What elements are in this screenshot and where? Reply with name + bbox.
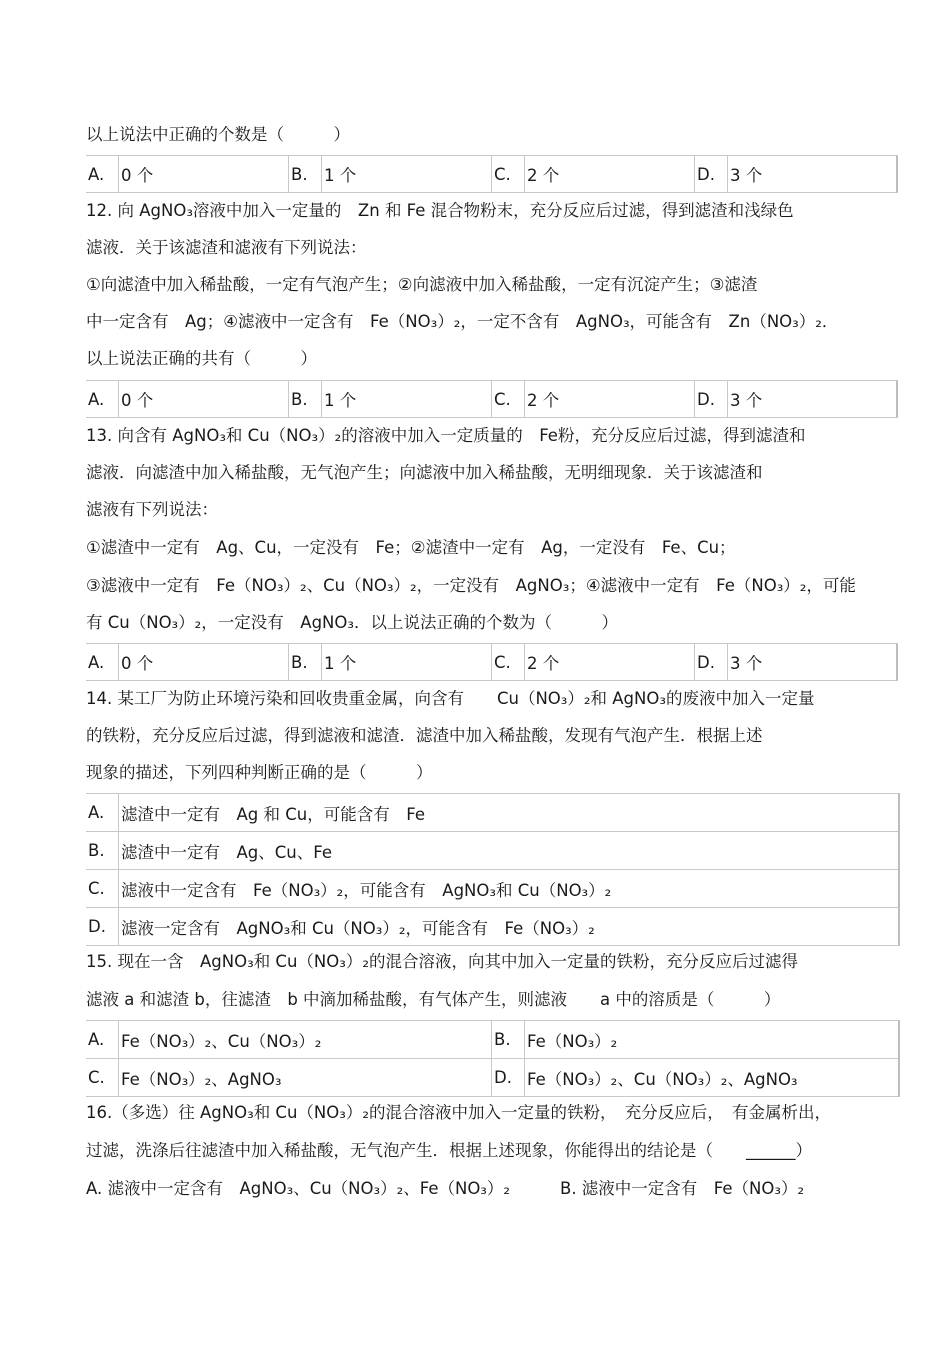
q15-options-table <box>86 1020 900 1097</box>
q16-option-b[interactable]: B. 滤液中一定含有 Fe（NO₃）₂ <box>560 1179 805 1198</box>
option-label: B. <box>291 389 308 409</box>
q16-option-a[interactable]: A. 滤液中一定含有 AgNO₃、Cu（NO₃）₂、Fe（NO₃）₂ <box>86 1179 511 1198</box>
option-label: D. <box>697 652 715 672</box>
q14-option-c[interactable] <box>86 870 898 908</box>
option-label: A. <box>88 652 105 672</box>
option-label: C. <box>494 389 511 409</box>
q14-line-3: 现象的描述，下列四种判断正确的是（ ） <box>86 763 433 782</box>
option-text: 滤渣中一定有 Ag 和 Cu，可能含有 Fe <box>118 794 425 831</box>
q12-line-5: 以上说法正确的共有（ ） <box>86 349 317 368</box>
option-text: 3 个 <box>727 156 762 192</box>
q16-line-1: 16.（多选）往 AgNO₃和 Cu（NO₃）₂的混合溶液中加入一定量的铁粉， 充分反应后， 有金属析出， <box>86 1103 831 1122</box>
option-text: 1 个 <box>321 644 356 680</box>
option-text: 滤液一定含有 AgNO₃和 Cu（NO₃）₂，可能含有 Fe（NO₃）₂ <box>118 908 595 945</box>
q15-option-c[interactable] <box>86 1059 492 1096</box>
option-text: 3 个 <box>727 381 762 417</box>
option-label: B. <box>291 652 308 672</box>
option-text: Fe（NO₃）₂、Cu（NO₃）₂、AgNO₃ <box>524 1059 798 1096</box>
q12-options-table <box>86 380 898 418</box>
option-text: Fe（NO₃）₂、AgNO₃ <box>118 1059 282 1096</box>
q14-line-1: 14. 某工厂为防止环境污染和回收贵重金属，向含有 Cu（NO₃）₂和 AgNO₃的废液中加入一定量 <box>86 689 815 708</box>
option-text: 2 个 <box>524 156 559 192</box>
q12-line-3: ①向滤渣中加入稀盐酸，一定有气泡产生；②向滤液中加入稀盐酸，一定有沉淀产生；③滤渣 <box>86 275 758 294</box>
q12-line-1: 12. 向 AgNO₃溶液中加入一定量的 Zn 和 Fe 混合物粉末，充分反应后过滤，得到滤渣和浅绿色 <box>86 201 794 220</box>
q14-option-b[interactable] <box>86 832 898 870</box>
q13-option-c[interactable] <box>492 644 695 680</box>
option-label: A. <box>88 803 105 822</box>
option-label: B. <box>494 1030 511 1049</box>
q13-option-b[interactable] <box>289 644 492 680</box>
option-label: C. <box>88 1068 105 1087</box>
q13-option-a[interactable] <box>86 644 289 680</box>
q12-option-b[interactable] <box>289 381 492 417</box>
q14-option-a[interactable] <box>86 794 898 832</box>
option-text: Fe（NO₃）₂ <box>524 1021 617 1058</box>
q15-line-1: 15. 现在一含 AgNO₃和 Cu（NO₃）₂的混合溶液，向其中加入一定量的铁粉，充分反应后过滤得 <box>86 952 798 971</box>
q16-line-2: 过滤，洗涤后往滤渣中加入稀盐酸，无气泡产生．根据上述现象，你能得出的结论是（ ______） <box>86 1141 812 1160</box>
q15-options-row-2 <box>86 1059 898 1097</box>
q15-line-2: 滤液 a 和滤渣 b，往滤渣 b 中滴加稀盐酸，有气体产生，则滤液 a 中的溶质是（ ） <box>86 990 781 1009</box>
option-text: 1 个 <box>321 156 356 192</box>
q11-options-table <box>86 155 898 193</box>
q13-options-table <box>86 643 898 681</box>
q12-option-d[interactable] <box>695 381 898 417</box>
option-text: 0 个 <box>118 156 153 192</box>
option-text: Fe（NO₃）₂、Cu（NO₃）₂ <box>118 1021 321 1058</box>
q11-tail-text: 以上说法中正确的个数是（ ） <box>86 125 350 144</box>
q14-line-2: 的铁粉，充分反应后过滤，得到滤液和滤渣．滤渣中加入稀盐酸，发现有气泡产生．根据上述 <box>86 726 763 745</box>
q11-option-b[interactable] <box>289 156 492 192</box>
option-label: D. <box>494 1068 512 1087</box>
q12-option-a[interactable] <box>86 381 289 417</box>
q14-options-table <box>86 793 900 946</box>
option-label: A. <box>88 1030 105 1049</box>
q13-line-5: ③滤液中一定有 Fe（NO₃）₂、Cu（NO₃）₂，一定没有 AgNO₃；④滤液中一定有 Fe（NO₃）₂，可能 <box>86 576 856 595</box>
q15-option-b[interactable] <box>492 1021 898 1058</box>
option-label: A. <box>88 164 105 184</box>
option-label: C. <box>494 164 511 184</box>
q11-option-a[interactable] <box>86 156 289 192</box>
q13-option-d[interactable] <box>695 644 898 680</box>
q15-options-row-1 <box>86 1021 898 1059</box>
option-text: 滤液中一定含有 Fe（NO₃）₂，可能含有 AgNO₃和 Cu（NO₃）₂ <box>118 870 611 907</box>
q11-option-c[interactable] <box>492 156 695 192</box>
option-text: 2 个 <box>524 644 559 680</box>
q13-line-2: 滤液．向滤渣中加入稀盐酸，无气泡产生；向滤液中加入稀盐酸，无明细现象．关于该滤渣和 <box>86 463 763 482</box>
q13-line-3: 滤液有下列说法： <box>86 500 218 519</box>
option-label: B. <box>291 164 308 184</box>
q11-option-d[interactable] <box>695 156 898 192</box>
option-text: 1 个 <box>321 381 356 417</box>
q15-option-d[interactable] <box>492 1059 898 1096</box>
q14-option-d[interactable] <box>86 908 898 946</box>
q13-line-6: 有 Cu（NO₃）₂，一定没有 AgNO₃．以上说法正确的个数为（ ） <box>86 613 618 632</box>
q12-line-2: 滤液．关于该滤渣和滤液有下列说法： <box>86 238 367 257</box>
option-label: C. <box>494 652 511 672</box>
option-label: B. <box>88 841 105 860</box>
option-label: D. <box>697 164 715 184</box>
option-text: 0 个 <box>118 644 153 680</box>
q12-line-4: 中一定含有 Ag；④滤液中一定含有 Fe（NO₃）₂，一定不含有 AgNO₃，可能含有 Zn（NO₃）₂． <box>86 312 839 331</box>
option-label: D. <box>88 917 106 936</box>
option-label: A. <box>88 389 105 409</box>
option-text: 滤渣中一定有 Ag、Cu、Fe <box>118 832 332 869</box>
q12-option-c[interactable] <box>492 381 695 417</box>
q13-line-4: ①滤渣中一定有 Ag、Cu，一定没有 Fe；②滤渣中一定有 Ag，一定没有 Fe、Cu； <box>86 538 736 557</box>
option-label: C. <box>88 879 105 898</box>
q13-line-1: 13. 向含有 AgNO₃和 Cu（NO₃）₂的溶液中加入一定质量的 Fe粉，充分反应后过滤，得到滤渣和 <box>86 426 806 445</box>
option-text: 0 个 <box>118 381 153 417</box>
option-text: 2 个 <box>524 381 559 417</box>
q15-option-a[interactable] <box>86 1021 492 1058</box>
option-label: D. <box>697 389 715 409</box>
option-text: 3 个 <box>727 644 762 680</box>
